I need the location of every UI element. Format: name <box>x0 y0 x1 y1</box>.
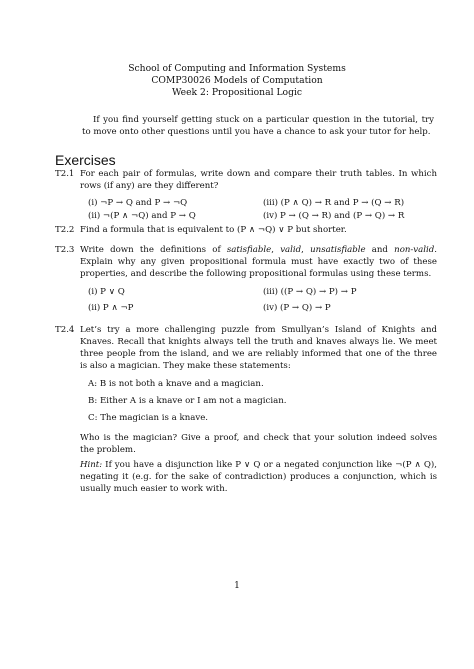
exercise-text: Let’s try a more challenging puzzle from Smullyan’s Island of Knights and Knaves. Recall that knights always tell the truth and knaves always lie. We meet three people from the island, and we are reliably informed that one of the three is also a magician. They make these statements: <box>80 325 437 371</box>
header-week: Week 2: Propositional Logic <box>171 87 303 98</box>
text-run: Write down the definitions of <box>80 245 227 255</box>
formula-item: (ii) P ∧ ¬P <box>88 303 134 313</box>
exercise-number: T2.2 <box>55 225 75 235</box>
exercise-t2-1 <box>55 168 437 222</box>
exercise-t2-2 <box>55 224 437 236</box>
formula-item: (iv) P → (Q → R) and (P → Q) → R <box>263 211 405 221</box>
exercise-text: For each pair of formulas, write down and compare their truth tables. In which rows (if any) are they different? <box>80 169 437 191</box>
term-satisfiable: satisfiable <box>226 245 272 255</box>
header-course: COMP30026 Models of Computation <box>151 75 323 86</box>
exercise-text <box>80 244 437 280</box>
statement-list <box>88 378 437 424</box>
term-valid: valid <box>280 245 302 255</box>
hint-label: Hint: <box>80 460 103 470</box>
term-non-valid: non-valid <box>394 245 435 255</box>
page-number: 1 <box>234 581 240 591</box>
text-run: , <box>271 245 281 255</box>
section-title: Exercises <box>55 152 116 168</box>
formula-item: (iii) ((P → Q) → P) → P <box>263 287 357 297</box>
formula-item: (iii) (P ∧ Q) → R and P → (Q → R) <box>263 198 405 208</box>
exercise-number: T2.4 <box>55 325 75 335</box>
exercise-t2-4 <box>55 324 437 495</box>
text-run: and <box>365 245 395 255</box>
formula-list <box>88 286 437 314</box>
intro-paragraph: If you find yourself getting stuck on a particular question in the tutorial, try to move onto other questions until you have a chance to ask your tutor for help. <box>82 115 434 137</box>
exercise-number: T2.1 <box>55 169 75 179</box>
statement-b: B: Either A is a knave or I am not a magician. <box>88 396 287 406</box>
statement-c: C: The magician is a knave. <box>88 413 209 423</box>
hint-text: If you have a disjunction like P ∨ Q or a negated conjunction like ¬(P ∧ Q), negating it (e.g. for the sake of contradiction) produces a conjunction, which is usually much easier to work with. <box>80 460 437 494</box>
header-school: School of Computing and Information Systems <box>128 63 346 74</box>
exercise-t2-3 <box>55 244 437 314</box>
formula-item: (i) ¬P → Q and P → ¬Q <box>88 198 188 208</box>
term-unsatisfiable: unsatisfiable <box>310 245 366 255</box>
exercise-text: Find a formula that is equivalent to (P ∧ ¬Q) ∨ P but shorter. <box>80 225 347 235</box>
formula-list <box>88 197 437 222</box>
exercise-number: T2.3 <box>55 245 75 255</box>
question-text: Who is the magician? Give a proof, and check that your solution indeed solves the problem. <box>80 433 437 455</box>
hint-paragraph <box>80 459 437 495</box>
text-run: . Explain why any given propositional formula must have exactly two of these properties, and describe the following propositional formulas using these terms. <box>80 245 438 279</box>
formula-item: (ii) ¬(P ∧ ¬Q) and P → Q <box>88 211 196 221</box>
formula-item: (i) P ∨ Q <box>88 287 125 297</box>
formula-item: (iv) (P → Q) → P <box>263 303 331 313</box>
text-run: , <box>301 245 311 255</box>
statement-a: A: B is not both a knave and a magician. <box>88 379 264 389</box>
